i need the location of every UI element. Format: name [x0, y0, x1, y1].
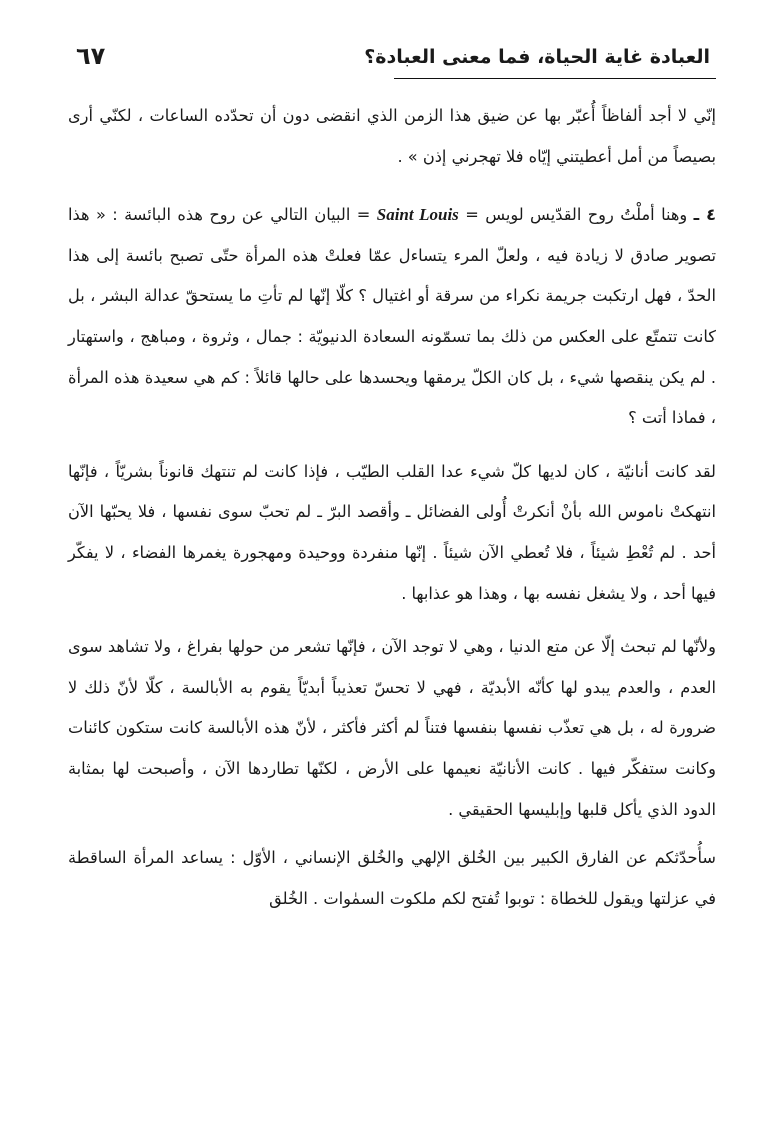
running-header: [76, 42, 710, 76]
paragraph-2-intro: وهنا أملْتُ روح القدّيس لويس =: [465, 205, 688, 225]
running-title: العبادة غاية الحياة، فما معنى العبادة؟: [364, 46, 710, 68]
paragraph-2-body: = البيان التالي عن روح هذه البائسة : « هذا تصوير صادق لا زيادة فيه ، ولعلّ المرء يتساءل عمّا فعلتْ هذه المرأة حتّى تصبح بائسة إلى هذا الحدّ ، فهل ارتكبت جريمة نكراء من سرقة أو اغتيال ؟ كلّا إنّها لم تأتِ ما يستحقّ عدالة البشر ، بل كانت تتمتّع على العكس من ذلك بما تسمّونه السعادة الدنيويّة : جمال ، وثروة ، ومباهج ، واستهتار . لم يكن ينقصها شيء ، بل كان الكلّ يرمقها ويحسدها على حالها قائلاً : كم هي سعيدة هذه المرأة ، فماذا أتت ؟: [68, 205, 716, 428]
paragraph-5: سأُحدّثكم عن الفارق الكبير بين الخُلق الإلهي والخُلق الإنساني ، الأوّل : يساعد المرأة الساقطة في عزلتها ويقول للخطاة : توبوا تُفتح لكم ملكوت السمٰوات . الخُلق: [68, 848, 716, 908]
paragraph-4: ولأنّها لم تبحث إلّا عن متع الدنيا ، وهي لا توجد الآن ، فإنّها تشعر من حولها بفراغ ، ولا تشاهد سوى العدم ، والعدم يبدو لها كأنّه الأبديّة ، فهي لا تحسّ تعذيباً أبديّاً يقوم به الأبالسة ، كلّا لأنّ ذلك لا ضرورة له ، بل هي تعذّب نفسها بنفسها فتناً لم أكثر فأكثر ، لأنّ هذه الأبالسة كانت ستكون كائنات وكانت ستفكّر فيها . كانت الأنانيّة نعيمها على الأرض ، لكنّها تطاردها الآن ، وأصبحت لها بمثابة الدود الذي يأكل قلبها وإبليسها الحقيقي .: [68, 637, 716, 819]
header-rule: [394, 78, 716, 79]
body-text: [68, 96, 716, 919]
paragraph-2: [68, 195, 716, 439]
paragraph-1: إنّي لا أجد ألفاظاً أُعبّر بها عن ضيق هذا الزمن الذي انقضى دون أن تحدّده الساعات ، لكنّي أرى بصيصاً من أمل أعطيتني إيّاه فلا تهجرني إذن » .: [68, 106, 716, 166]
latin-name: Saint Louis: [376, 205, 459, 225]
item-number: ٤ ـ: [693, 205, 716, 225]
page-number: ٦٧: [76, 42, 106, 70]
paragraph-3: لقد كانت أنانيّة ، كان لديها كلّ شيء عدا القلب الطيّب ، فإذا كانت لم تنتهك قانوناً بشريّاً ، فإنّها انتهكتْ ناموس الله بأنْ أنكرتْ أُولى الفضائل ـ وأقصد البرّ ـ لم تحبّ سوى نفسها ، فلا يحبّها الآن أحد . لم تُعْطِ شيئاً ، فلا تُعطي الآن شيئاً . إنّها منفردة ووحيدة ومهجورة يغمرها الفضاء ، لا يفكّر فيها أحد ، ولا يشغل نفسه بها ، وهذا هو عذابها .: [68, 461, 716, 603]
